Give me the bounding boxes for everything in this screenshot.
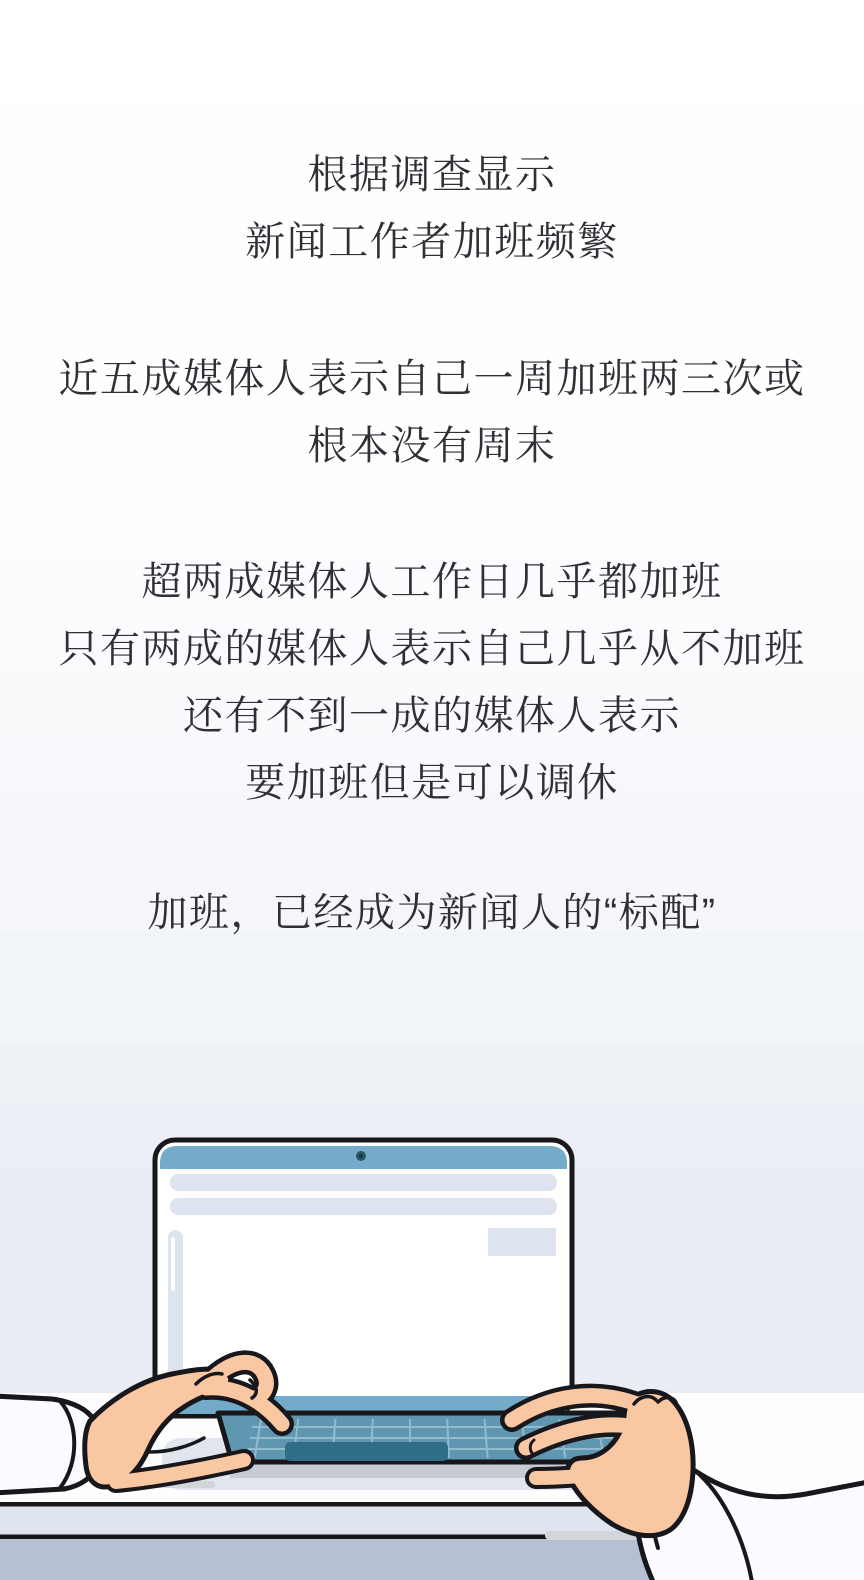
touchpad [285,1442,448,1461]
text-line: 要加班但是可以调休 [245,761,619,805]
right-thumb [536,1470,636,1478]
browser-toolbar-bar [170,1174,557,1191]
paragraph-conclusion [0,880,864,947]
paragraph-overtime-breakdown [0,549,864,817]
text-line: 只有两成的媒体人表示自己几乎从不加班 [58,627,806,671]
paragraph-survey-intro [0,142,864,276]
text-line: 超两成媒体人工作日几乎都加班 [141,560,723,604]
text-line: 根据调查显示 [307,153,557,197]
webcam-dot [359,1154,363,1158]
text-line: 根本没有周末 [307,424,557,468]
scrollbar-highlight [171,1237,175,1291]
text-line: 近五成媒体人表示自己一周加班两三次或 [58,357,806,401]
text-line: 新闻工作者加班频繁 [245,220,619,264]
browser-address-bar [170,1198,557,1215]
content-box [488,1228,556,1256]
scrollbar [168,1230,183,1378]
text-line: 还有不到一成的媒体人表示 [183,694,681,738]
paragraph-half-overtime [0,346,864,480]
text-line: 加班，已经成为新闻人的“标配” [147,891,717,935]
laptop-typing-illustration [0,1060,864,1580]
